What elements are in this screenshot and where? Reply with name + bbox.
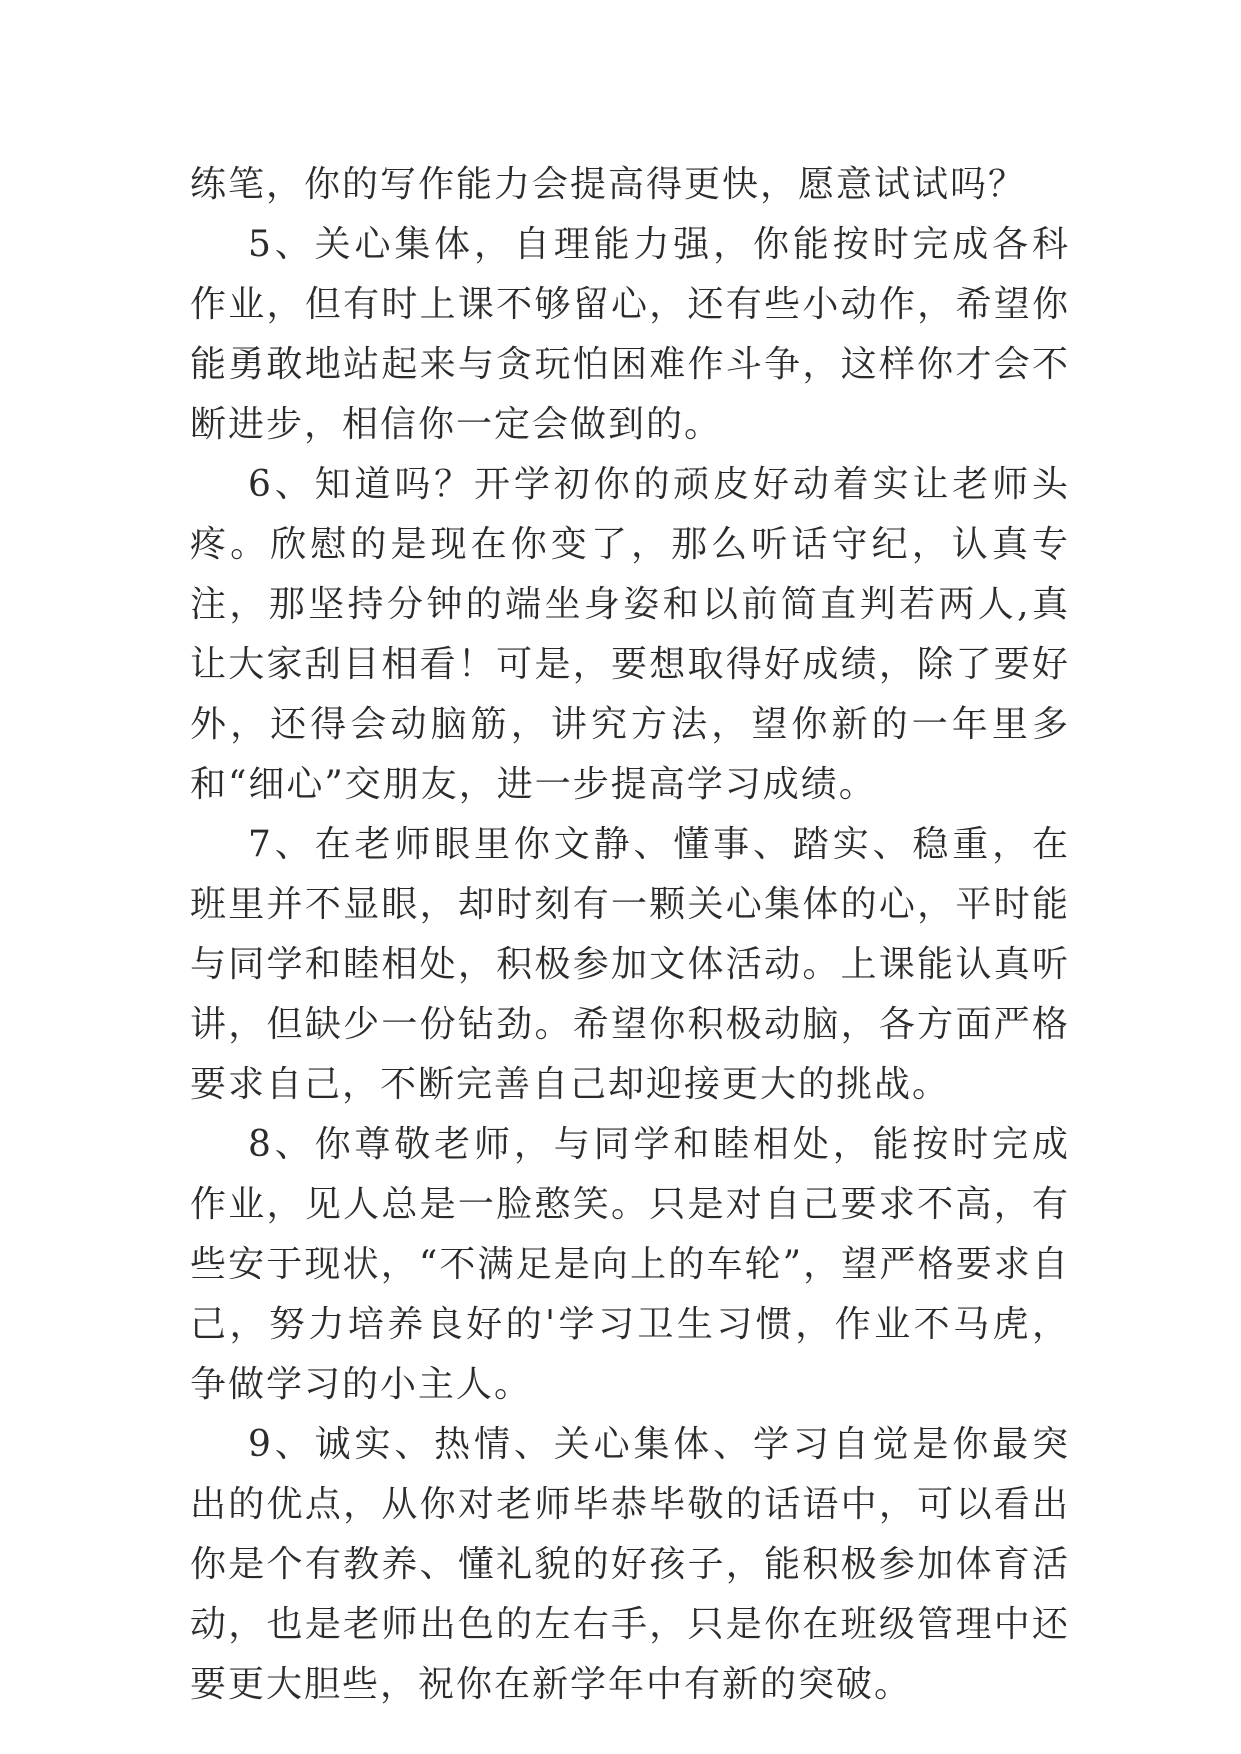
paragraph-comment-5: 5、关心集体，自理能力强，你能按时完成各科作业，但有时上课不够留心，还有些小动作，希望你能勇敢地站起来与贪玩怕困难作斗争，这样你才会不断进步，相信你一定会做到的。: [190, 224, 1070, 445]
document-body: [190, 155, 1070, 1715]
paragraph-comment-6: 6、知道吗？开学初你的顽皮好动着实让老师头疼。欣慰的是现在你变了，那么听话守纪，认真专注，那坚持分钟的端坐身姿和以前简直判若两人,真让大家刮目相看！可是，要想取得好成绩，除了要好外，还得会动脑筋，讲究方法，望你新的一年里多和“细心”交朋友，进一步提高学习成绩。: [190, 464, 1070, 805]
paragraph-comment-8: 8、你尊敬老师，与同学和睦相处，能按时完成作业，见人总是一脸憨笑。只是对自己要求不高，有些安于现状，“不满足是向上的车轮”，望严格要求自己，努力培养良好的'学习卫生习惯，作业不马虎，争做学习的小主人。: [190, 1124, 1070, 1405]
paragraph-comment-7: 7、在老师眼里你文静、懂事、踏实、稳重，在班里并不显眼，却时刻有一颗关心集体的心，平时能与同学和睦相处，积极参加文体活动。上课能认真听讲，但缺少一份钻劲。希望你积极动脑，各方面严格要求自己，不断完善自己却迎接更大的挑战。: [190, 824, 1070, 1105]
paragraph-continuation: 练笔，你的写作能力会提高得更快，愿意试试吗？: [190, 164, 1027, 205]
paragraph-comment-9: 9、诚实、热情、关心集体、学习自觉是你最突出的优点，从你对老师毕恭毕敬的话语中，可以看出你是个有教养、懂礼貌的好孩子，能积极参加体育活动，也是老师出色的左右手，只是你在班级管理中还要更大胆些，祝你在新学年中有新的突破。: [190, 1424, 1070, 1705]
